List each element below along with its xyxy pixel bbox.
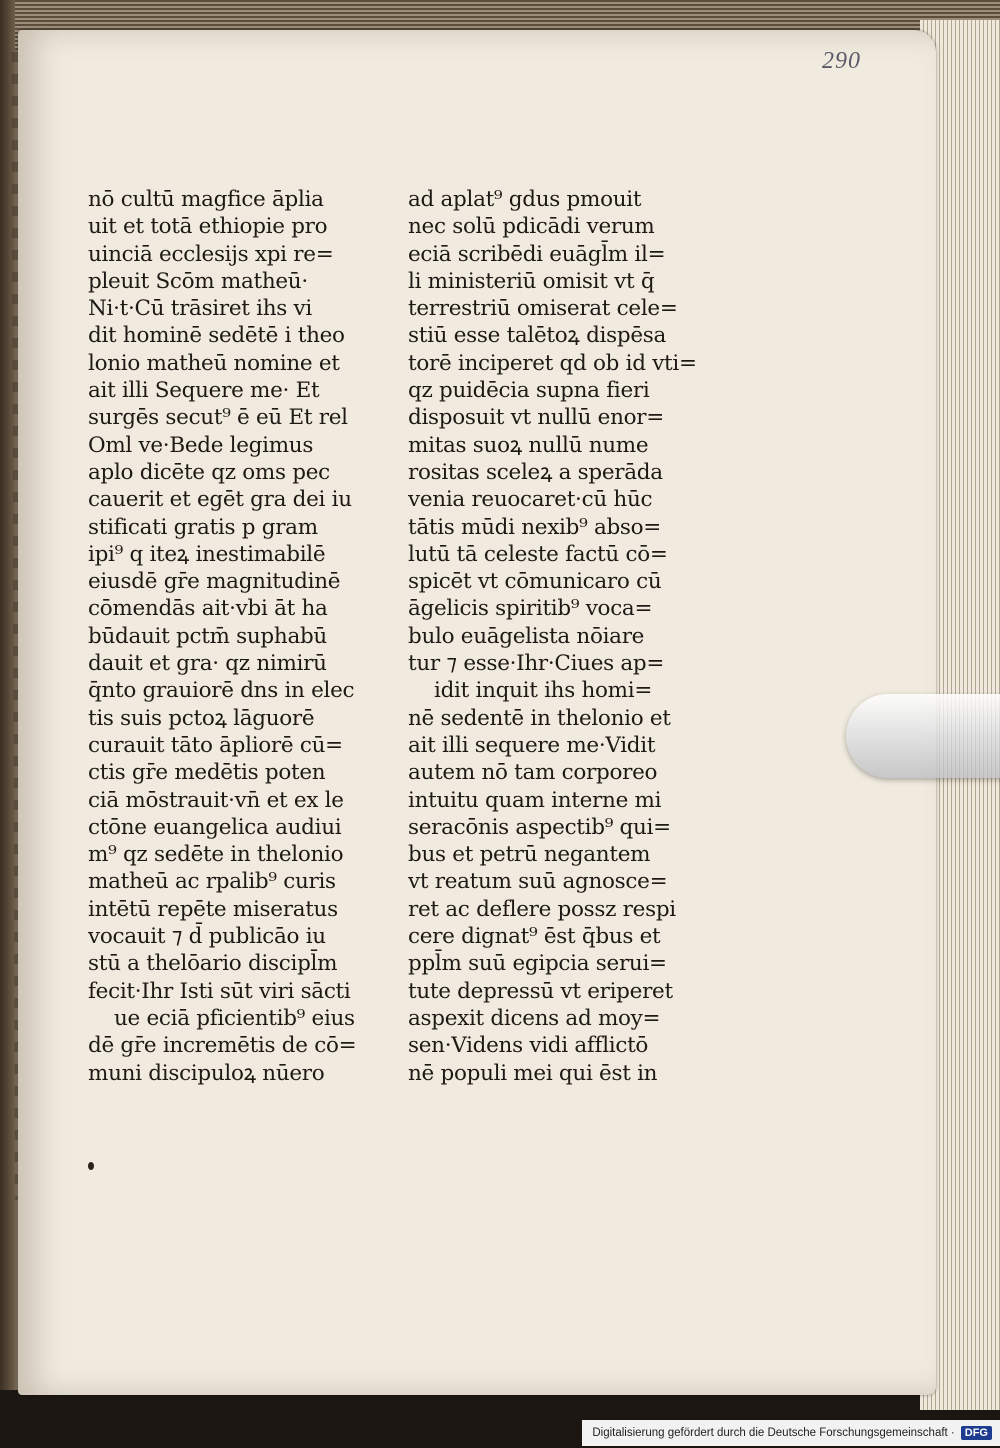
- text-line: ait illi Sequere me· Et: [88, 378, 320, 404]
- text-line: eciā scribēdi euāgl̄m il=: [408, 241, 666, 267]
- text-line: ciā mōstrauit·vn̄ et ex le: [88, 787, 344, 813]
- text-line: Ni·t·Cū trāsiret ihs vi: [88, 296, 312, 322]
- text-line: ctōne euangelica audiui: [88, 814, 342, 840]
- text-line: nē sedentē in thelonio et: [408, 705, 671, 731]
- text-line: bus et petrū negantem: [408, 842, 651, 868]
- text-line: muni discipuloꝝ nūero: [88, 1060, 325, 1086]
- text-line: stū a thelōario discipl̄m: [88, 951, 338, 977]
- text-line: mitas suoꝝ nullū nume: [408, 432, 649, 458]
- text-line: cauerit et egēt gra dei iu: [88, 487, 352, 513]
- text-line: ue eciā pficientib⁹ eius: [114, 1005, 355, 1031]
- text-line: idit inquit ihs homi=: [434, 678, 653, 704]
- text-line: ipi⁹ q iteꝝ inestimabilē: [88, 541, 326, 567]
- text-line: disposuit vt nullū enor=: [408, 405, 664, 431]
- text-line: pleuit Scōm matheū·: [88, 268, 308, 294]
- footer-credit-strip: [582, 1420, 1000, 1446]
- text-line: eiusdē gr̄e magnitudinē: [88, 569, 341, 595]
- text-line: q̄nto grauiorē dns in elec: [88, 678, 355, 704]
- text-line: m⁹ qz sedēte in thelonio: [88, 842, 344, 868]
- text-line: nec solū pdicādi verum: [408, 214, 655, 240]
- text-line: intuitu quam interne mi: [408, 787, 662, 813]
- text-line: dit hominē sedētē i theo: [88, 323, 345, 349]
- text-line: venia reuocaret·cū hūc: [408, 487, 653, 513]
- text-line: autem nō tam corporeo: [408, 760, 658, 786]
- text-line: būdauit pctm̄ suphabū: [88, 623, 327, 649]
- text-line: tute depressū vt eriperet: [408, 978, 673, 1004]
- text-line: qz puidēcia supna fieri: [408, 378, 650, 404]
- text-line: uit et totā ethiopie pro: [88, 214, 328, 240]
- text-line: stificati gratis p gram: [88, 514, 318, 540]
- text-line: tur ⁊ esse·Ihr·Ciues ap=: [408, 651, 665, 677]
- text-line: vt reatum suū agnosce=: [408, 869, 668, 895]
- text-line: āgelicis spiritib⁹ voca=: [408, 596, 653, 622]
- text-line: terrestriū omiserat cele=: [408, 296, 678, 322]
- text-line: li ministeriū omisit vt q̄: [408, 268, 655, 294]
- text-line: dē gr̄e incremētis de cō=: [88, 1033, 357, 1059]
- text-line: sen·Videns vidi afflictō: [408, 1033, 649, 1059]
- text-line: curauit tāto āpliorē cū=: [88, 732, 343, 758]
- text-line: spicēt vt cōmunicaro cū: [408, 569, 662, 595]
- dfg-logo: DFG: [961, 1426, 992, 1440]
- text-line: ait illi sequere me·Vidit: [408, 732, 656, 758]
- text-line: tis suis pctoꝝ lāguorē: [88, 705, 315, 731]
- text-line: rositas sceleꝝ a sperāda: [408, 459, 663, 485]
- text-line: cere dignat⁹ ēst q̄bus et: [408, 924, 661, 950]
- text-line: seracōnis aspectib⁹ qui=: [408, 814, 671, 840]
- text-line: vocauit ⁊ d̄ publicāo iu: [88, 924, 326, 950]
- text-column-right: [408, 186, 708, 1087]
- text-line: tātis mūdi nexib⁹ abso=: [408, 514, 662, 540]
- text-line: ctis gr̄e medētis poten: [88, 760, 326, 786]
- text-line: aplo dicēte qz oms pec: [88, 459, 330, 485]
- text-line: ppl̄m suū egipcia serui=: [408, 951, 667, 977]
- text-column-left: [88, 186, 388, 1087]
- text-line: nē populi mei qui ēst in: [408, 1060, 658, 1086]
- text-line: bulo euāgelista nōiare: [408, 623, 645, 649]
- text-line: cōmendās ait·vbi āt ha: [88, 596, 328, 622]
- text-line: aspexit dicens ad moy=: [408, 1005, 661, 1031]
- text-line: ad aplat⁹ gdus pmouit: [408, 187, 642, 212]
- folio-number: 290: [822, 48, 861, 74]
- text-line: uinciā ecclesijs xpi re=: [88, 241, 334, 267]
- text-line: lonio matheū nomine et: [88, 350, 340, 376]
- text-line: lutū tā celeste factū cō=: [408, 541, 668, 567]
- text-line: intētū repēte miseratus: [88, 896, 338, 922]
- text-line: torē inciperet qd ob id vti=: [408, 350, 697, 376]
- text-line: matheū ac rpalib⁹ curis: [88, 869, 336, 895]
- text-line: dauit et gra· qz nimirū: [88, 651, 327, 677]
- text-line: ret ac deflere possz respi: [408, 896, 676, 922]
- ink-dot: [88, 1162, 94, 1170]
- text-line: fecit·Ihr Isti sūt viri sācti: [88, 978, 351, 1004]
- text-line: nō cultū magfice āplia: [88, 187, 324, 212]
- text-line: Oml ve·Bede legimus: [88, 432, 314, 458]
- text-line: surgēs secut⁹ ē eū Et rel: [88, 405, 348, 431]
- text-line: stiū esse talētoꝝ dispēsa: [408, 323, 666, 349]
- glass-page-clip: [846, 694, 1000, 778]
- footer-credit-text: Digitalisierung gefördert durch die Deutsche Forschungsgemeinschaft ·: [592, 1427, 955, 1439]
